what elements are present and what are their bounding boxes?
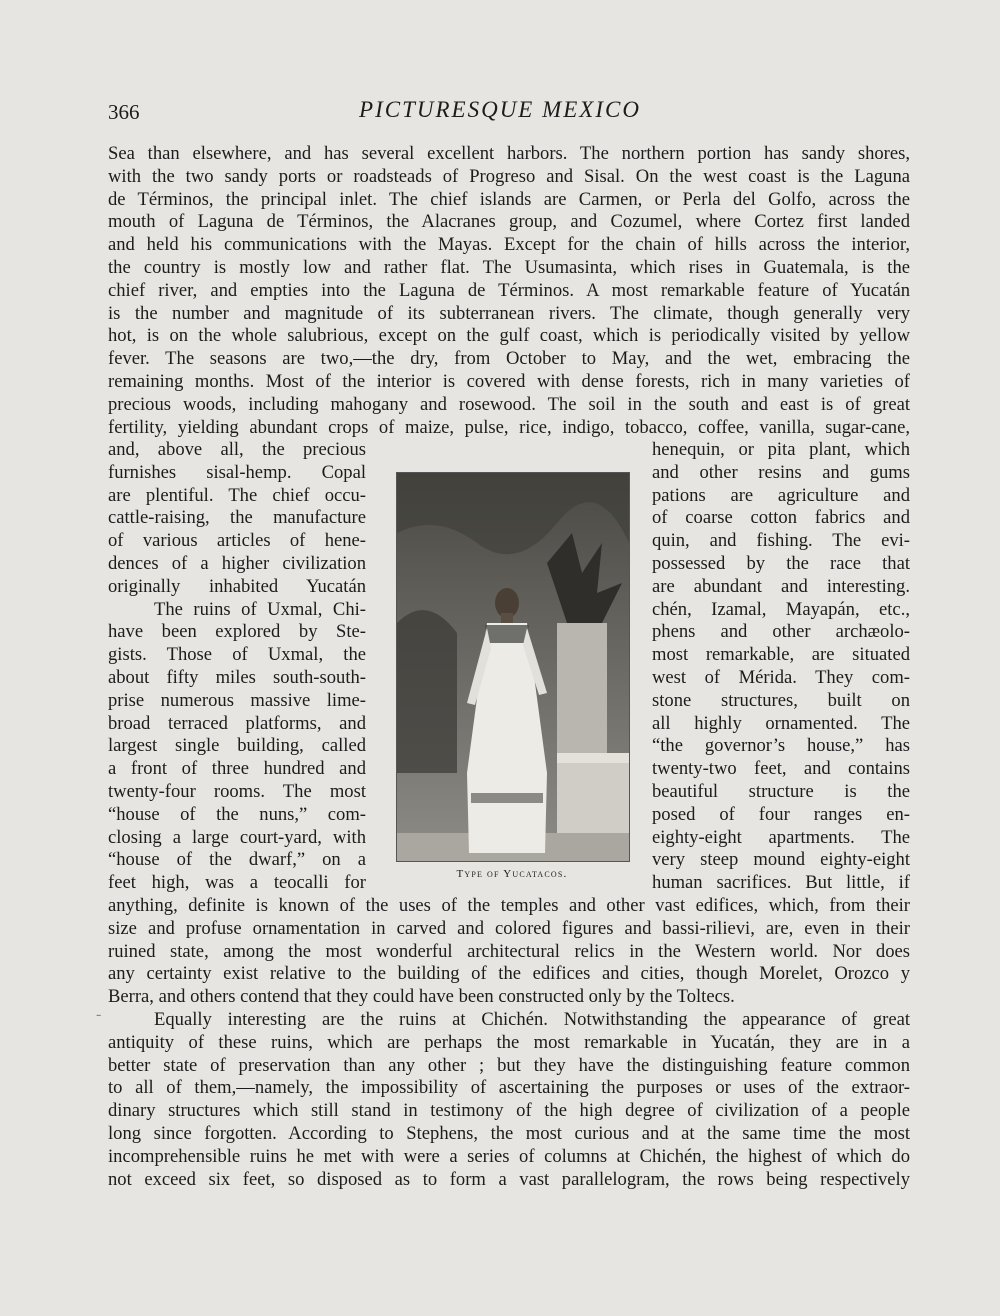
text-line: dences of a higher civilization [108,553,366,574]
text-line: all highly ornamented. The [652,712,910,734]
text-line: “house of the nuns,” com- [108,803,366,825]
text-line: twenty-two feet, and contains [652,758,910,780]
text-line: anything, definite is known of the uses of the temples and other vast edifices, which, from their [108,895,910,916]
text-line: incomprehensible ruins he met with were a series of columns at Chichén, the highest of which do [108,1145,910,1167]
margin-mark: - [96,1006,102,1023]
text-line: of various articles of hene- [108,530,366,552]
text-line: to all of them,—namely, the impossibility of ascertaining the purposes or uses of the extraor- [108,1077,910,1099]
text-line: antiquity of these ruins, which are perhaps the most remarkable in Yucatán, they are in a [108,1031,910,1053]
text-line: are abundant and interesting. [652,575,910,597]
photograph-figure [396,472,630,862]
text-line: chén, Izamal, Mayapán, etc., [652,598,910,620]
text-line: chief river, and empties into the Laguna de Términos. A most remarkable feature of Yucatán [108,279,910,301]
text-line: twenty-four rooms. The most [108,781,366,802]
text-line: phens and other archæolo- [652,621,910,643]
text-line: very steep mound eighty-eight [652,849,910,871]
text-line: largest single building, called [108,735,366,757]
text-line: long since forgotten. According to Stephens, the most curious and at the same time the most [108,1123,910,1144]
text-line: size and profuse ornamentation in carved and colored figures and bassi-rilievi, are, even in their [108,917,910,939]
text-line: with the two sandy ports or roadsteads of Progreso and Sisal. On the west coast is the Laguna [108,165,910,187]
text-line: precious woods, including mahogany and rosewood. The soil in the south and east is of great [108,393,910,415]
text-line: Equally interesting are the ruins at Chichén. Notwithstanding the appearance of great [154,1009,910,1030]
text-line: remaining months. Most of the interior is covered with dense forests, rich in many varieties of [108,371,910,392]
text-line: and held his communications with the Mayas. Except for the chain of hills across the interior, [108,234,910,256]
page-number: 366 [108,100,140,124]
text-line: Sea than elsewhere, and has several excellent harbors. The northern portion has sandy shores, [108,143,910,164]
text-line: is the number and magnitude of its subterranean rivers. The climate, though generally very [108,302,910,324]
text-line: originally inhabited Yucatán [108,575,366,597]
text-line: and, above all, the precious [108,439,366,460]
text-line: broad terraced platforms, and [108,712,366,734]
text-line: Berra, and others contend that they could have been constructed only by the Toltecs. [108,986,735,1008]
text-line: quin, and fishing. The evi- [652,530,910,552]
text-line: a front of three hundred and [108,758,366,780]
text-line: feet high, was a teocalli for [108,872,366,894]
text-line: most remarkable, are situated [652,644,910,666]
text-line: the country is mostly low and rather flat. The Usumasinta, which rises in Guatemala, is the [108,257,910,278]
text-line: west of Mérida. They com- [652,667,910,688]
text-line: have been explored by Ste- [108,621,366,643]
text-line: henequin, or pita plant, which [652,439,910,460]
text-line: “house of the dwarf,” on a [108,849,366,871]
text-line: prise numerous massive lime- [108,689,366,711]
photo-illustration [397,473,629,861]
text-line: closing a large court-yard, with [108,826,366,848]
text-line: better state of preservation than any other ; but they have the distinguishing feature common [108,1054,910,1076]
text-line: about fifty miles south-south- [108,667,366,688]
text-line: hot, is on the whole salubrious, except on the gulf coast, which is periodically visited by yellow [108,325,910,347]
text-line: are plentiful. The chief occu- [108,484,366,506]
text-line: dinary structures which still stand in testimony of the high degree of civilization of a people [108,1100,910,1122]
figure-caption: Type of Yucatacos. [456,868,568,880]
text-line: beautiful structure is the [652,781,910,802]
text-line: fertility, yielding abundant crops of maize, pulse, rice, indigo, tobacco, coffee, vanilla, sugar-cane, [108,416,910,438]
text-line: stone structures, built on [652,689,910,711]
text-line: posed of four ranges en- [652,803,910,825]
text-line: eighty-eight apartments. The [652,826,910,848]
text-line: not exceed six feet, so disposed as to form a vast parallelogram, the rows being respectively [108,1168,910,1190]
running-title: PICTURESQUE MEXICO [359,97,641,122]
text-line: pations are agriculture and [652,484,910,506]
text-line: de Términos, the principal inlet. The chief islands are Carmen, or Perla del Golfo, across the [108,188,910,210]
text-line: of coarse cotton fabrics and [652,507,910,529]
text-line: and other resins and gums [652,461,910,483]
text-line: any certainty exist relative to the building of the edifices and cities, though Morelet, Orozco y [108,963,910,985]
text-line: mouth of Laguna de Términos, the Alacranes group, and Cozumel, where Cortez first landed [108,211,910,233]
text-line: possessed by the race that [652,553,910,574]
text-line: fever. The seasons are two,—the dry, from October to May, and the wet, embracing the [108,348,910,370]
text-line: “the governor’s house,” has [652,735,910,757]
text-line: The ruins of Uxmal, Chi- [154,598,366,620]
text-line: furnishes sisal-hemp. Copal [108,461,366,483]
text-line: ruined state, among the most wonderful architectural relics in the Western world. Nor does [108,940,910,962]
text-line: gists. Those of Uxmal, the [108,644,366,666]
text-line: human sacrifices. But little, if [652,872,910,894]
text-line: cattle-raising, the manufacture [108,507,366,529]
